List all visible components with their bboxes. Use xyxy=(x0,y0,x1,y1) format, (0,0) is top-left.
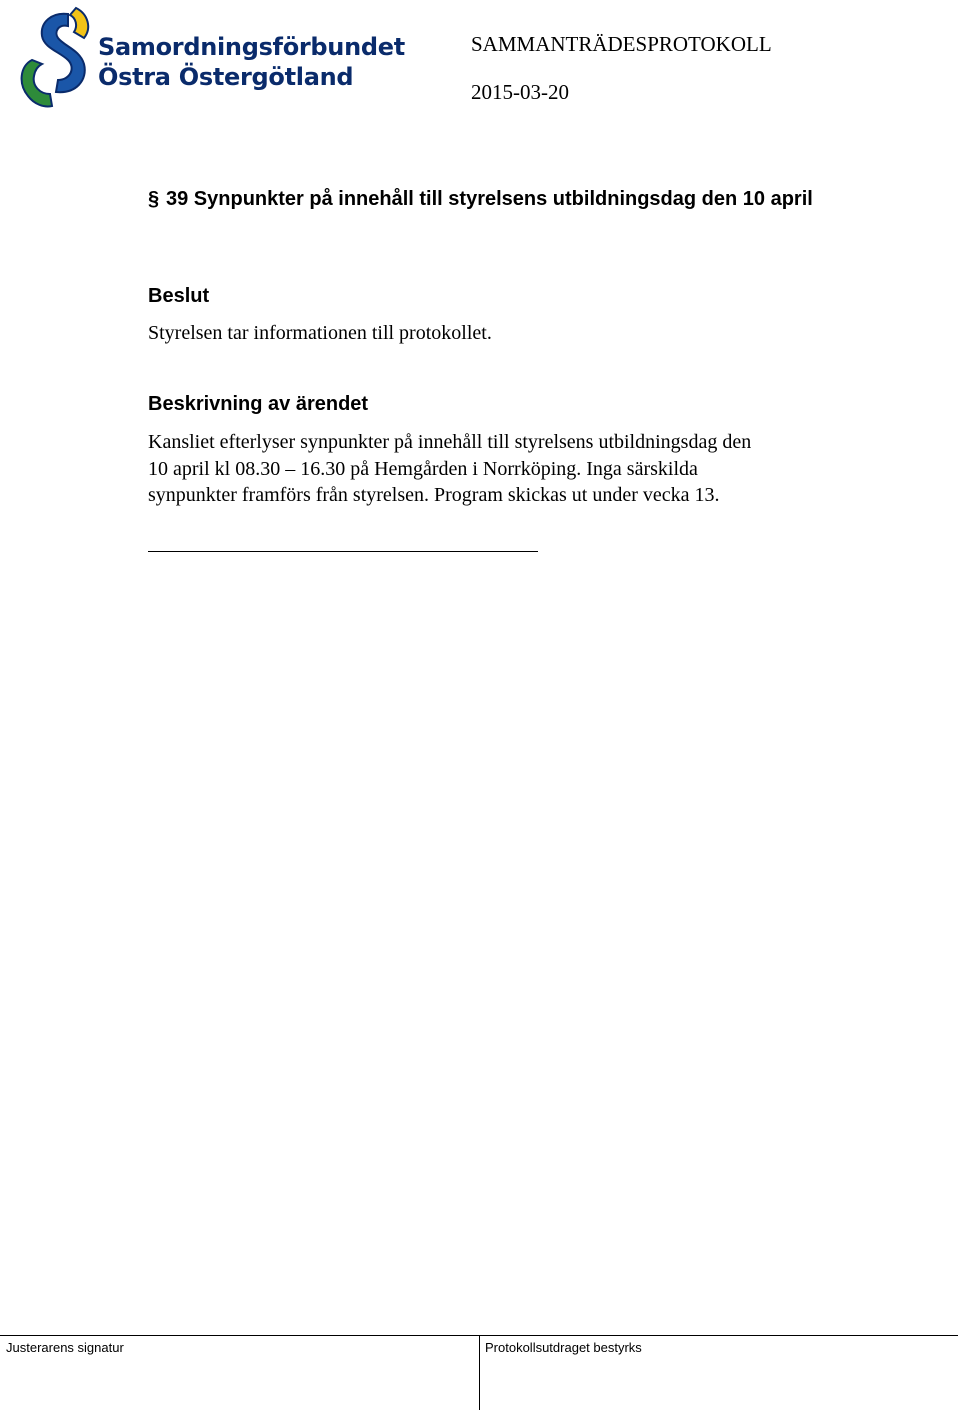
logo-wordmark xyxy=(98,32,405,92)
document-date: 2015-03-20 xyxy=(471,80,569,104)
description-heading: Beskrivning av ärendet xyxy=(148,393,369,415)
description-line: 10 april kl 08.30 – 16.30 på Hemgården i Norrköping. Inga särskilda xyxy=(148,457,698,480)
certification-label: Protokollsutdraget bestyrks xyxy=(485,1340,642,1355)
logo-mark-icon xyxy=(18,4,94,108)
decision-heading: Beslut xyxy=(148,285,210,307)
description-line: synpunkter framförs från styrelsen. Program skickas ut under vecka 13. xyxy=(148,484,720,506)
description-line: Kansliet efterlyser synpunkter på innehåll till styrelsens utbildningsdag den xyxy=(148,431,752,453)
end-rule xyxy=(148,551,538,552)
reviewer-signature-label: Justerarens signatur xyxy=(6,1340,124,1355)
section-title: 39 Synpunkter på innehåll till styrelsens utbildningsdag den 10 april xyxy=(166,188,813,210)
document-type: SAMMANTRÄDESPROTOKOLL xyxy=(471,32,772,56)
section-mark: § xyxy=(148,188,160,210)
decision-text: Styrelsen tar informationen till protokollet. xyxy=(148,322,492,344)
footer-divider xyxy=(479,1335,480,1410)
organization-logo xyxy=(18,4,405,108)
description-text xyxy=(148,429,848,509)
logo-line-1: Samordningsförbundet xyxy=(98,33,405,61)
section-heading xyxy=(148,186,848,213)
logo-line-2: Östra Östergötland xyxy=(98,63,354,91)
